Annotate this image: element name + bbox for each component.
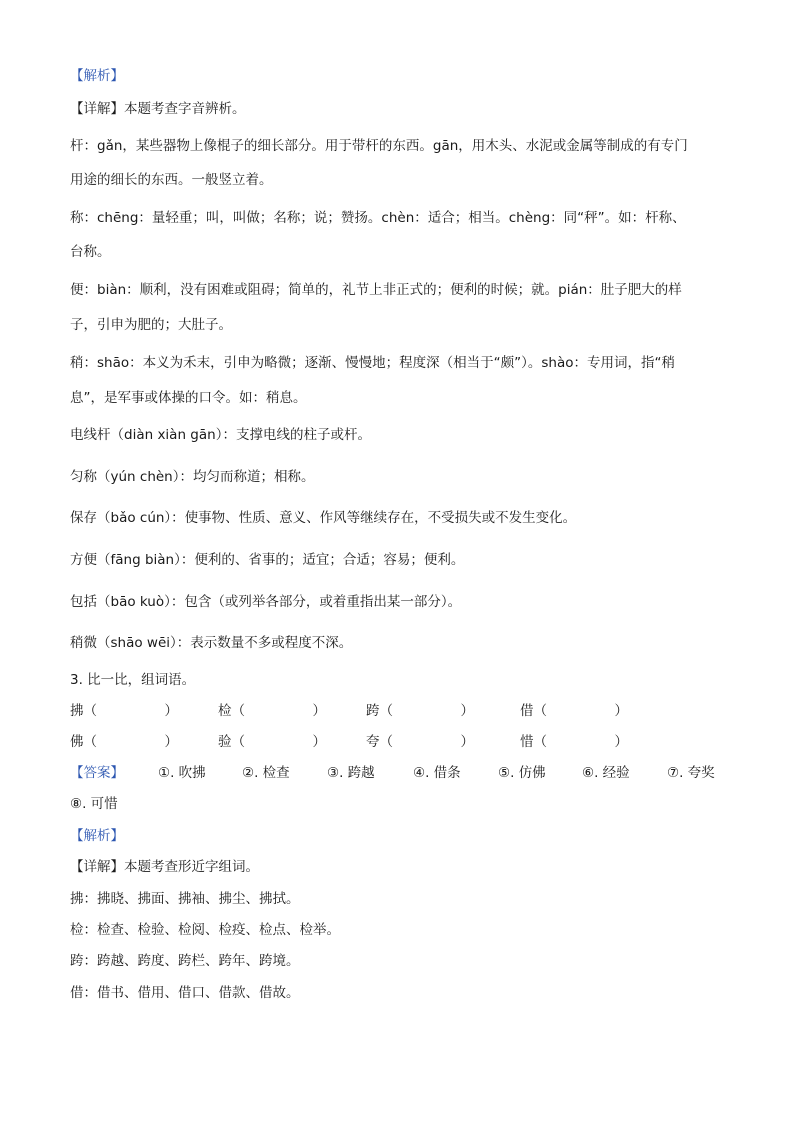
question-title: 3. 比一比，组词语。 xyxy=(70,672,196,688)
word-definition: 稍微（shāo wēi）：表示数量不多或程度不深。 xyxy=(70,635,353,651)
detail-heading: 【详解】本题考查形近字组词。 xyxy=(70,859,259,875)
word-group-line: 检：检查、检验、检阅、检疫、检点、检举。 xyxy=(70,922,340,938)
answer-tag: 【答案】 xyxy=(70,765,124,781)
word-definition: 电线杆（diàn xiàn gān）：支撑电线的柱子或杆。 xyxy=(70,427,371,443)
compare-row xyxy=(70,732,730,752)
compare-cell: 夸（ ） xyxy=(366,734,474,750)
detail-heading: 【详解】本题考查字音辨析。 xyxy=(70,101,246,117)
answer-item: ⑤. 仿佛 xyxy=(498,765,546,781)
word-definition: 保存（bǎo cún）：使事物、性质、意义、作风等继续存在，不受损失或不发生变化。 xyxy=(70,510,577,526)
answer-item: ⑥. 经验 xyxy=(582,765,630,781)
answer-item: ②. 检查 xyxy=(242,765,290,781)
compare-cell: 借（ ） xyxy=(520,703,628,719)
word-group-line: 跨：跨越、跨度、跨栏、跨年、跨境。 xyxy=(70,953,300,969)
answer-row xyxy=(70,763,750,783)
answer-item: ⑦. 夸奖 xyxy=(667,765,715,781)
word-group-line: 拂：拂晓、拂面、拂袖、拂尘、拂拭。 xyxy=(70,891,300,907)
explanation-line: 便：biàn：顺利，没有困难或阻碍；简单的，礼节上非正式的；便利的时候；就。pián：肚子肥大的样 xyxy=(70,282,682,298)
explanation-line: 称：chēng：量轻重；叫，叫做；名称；说；赞扬。chèn：适合；相当。chèng：同“秤”。如：杆称、 xyxy=(70,210,686,226)
compare-cell: 跨（ ） xyxy=(366,703,474,719)
explanation-line: 子，引申为肥的；大肚子。 xyxy=(70,317,232,333)
explanation-line: 台称。 xyxy=(70,244,111,260)
answer-item: ①. 吹拂 xyxy=(158,765,206,781)
compare-cell: 检（ ） xyxy=(218,703,326,719)
compare-cell: 拂（ ） xyxy=(70,703,178,719)
word-group-line: 借：借书、借用、借口、借款、借故。 xyxy=(70,985,300,1001)
explanation-line: 稍：shāo：本义为禾末，引申为略微；逐渐、慢慢地；程度深（相当于“颇”）。shào：专用词，指“稍 xyxy=(70,355,675,371)
explanation-line: 息”，是军事或体操的口令。如：稍息。 xyxy=(70,390,307,406)
compare-cell: 佛（ ） xyxy=(70,734,178,750)
answer-item: ④. 借条 xyxy=(413,765,461,781)
word-definition: 包括（bāo kuò）：包含（或列举各部分，或着重指出某一部分）。 xyxy=(70,594,462,610)
answer-item: ③. 跨越 xyxy=(327,765,375,781)
answer-item: ⑧. 可惜 xyxy=(70,796,118,812)
analysis-tag: 【解析】 xyxy=(70,828,124,844)
explanation-line: 用途的细长的东西。一般竖立着。 xyxy=(70,172,273,188)
word-definition: 方便（fāng biàn）：便利的、省事的；适宜；合适；容易；便利。 xyxy=(70,552,465,568)
word-definition: 匀称（yún chèn）：均匀而称道；相称。 xyxy=(70,469,315,485)
analysis-tag: 【解析】 xyxy=(70,68,124,84)
explanation-line: 杆：gǎn，某些器物上像棍子的细长部分。用于带杆的东西。gān，用木头、水泥或金属等制成的有专门 xyxy=(70,138,688,154)
compare-row xyxy=(70,701,730,721)
compare-cell: 验（ ） xyxy=(218,734,326,750)
compare-cell: 惜（ ） xyxy=(520,734,628,750)
